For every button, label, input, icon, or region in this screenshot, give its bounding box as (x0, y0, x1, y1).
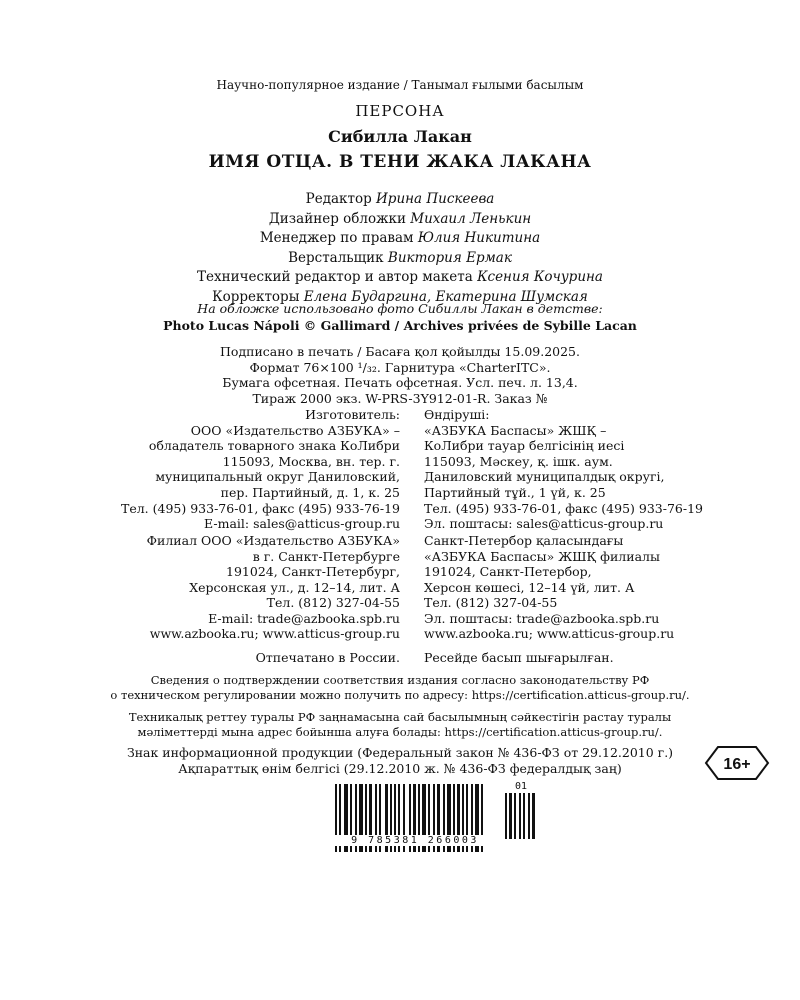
manufacturer-kz-line: «АЗБУКА Баспасы» ЖШҚ – (424, 422, 607, 438)
credit-person: Михаил Ленькин (410, 210, 532, 227)
branch-block (0, 533, 800, 626)
manufacturer-kz (424, 407, 754, 532)
certification-kz (0, 710, 800, 740)
barcode-addon-number: 01 (514, 781, 528, 792)
photo-copyright: Photo Lucas Nápoli © Gallimard / Archives privées de Sybille Lacan (163, 318, 637, 333)
manufacturer-ru-line: пер. Партийный, д. 1, к. 25 (220, 484, 400, 500)
branch-kz-line: Санкт-Петербор қаласындағы (424, 533, 624, 548)
manufacturer-ru-line: Тел. (495) 933-76-01, факс (495) 933-76-19 (121, 500, 400, 516)
age-info (0, 745, 800, 777)
barcode-bar (509, 793, 512, 839)
manufacturer-ru-line: обладатель товарного знака КоЛибри (148, 438, 400, 454)
manufacturer-ru-line: муниципальный округ Даниловский, (155, 469, 400, 485)
manufacturer-kz-line: Өндіруші: (424, 407, 490, 422)
branch-kz-line: 191024, Санкт-Петербор, (424, 564, 592, 580)
credit-person: Виктория Ермак (387, 249, 512, 266)
credit-role: Верстальщик (288, 249, 384, 266)
credit-role: Технический редактор и автор макета (197, 269, 473, 285)
branch-kz-line: Тел. (812) 327-04-55 (424, 595, 558, 611)
branch-ru-line: Филиал ООО «Издательство АЗБУКА» (146, 533, 400, 548)
manufacturer-ru-line: 115093, Москва, вн. тер. г. (222, 453, 400, 469)
isbn-number: 9 785381 266003 (333, 835, 497, 846)
credit-line (0, 190, 800, 210)
branch-kz-line: «АЗБУКА Баспасы» ЖШҚ филиалы (424, 548, 660, 564)
barcode-addon-icon (501, 793, 541, 839)
cover-note: На обложке использовано фото Сибиллы Лакан в детстве: (197, 301, 603, 316)
websites-ru: www.azbooka.ru; www.atticus-group.ru (149, 626, 400, 641)
printed-in-block (0, 650, 800, 666)
credits-list (0, 190, 800, 307)
manufacturer-kz-line: Тел. (495) 933-76-01, факс (495) 933-76-19 (424, 500, 703, 516)
barcode-bar (532, 793, 535, 839)
certification-ru-line: о техническом регулировании можно получить по адресу: https://certification.atticus-group.ru/. (110, 688, 690, 702)
printed-in-ru: Отпечатано в России. (255, 650, 400, 665)
branch-ru-line: Тел. (812) 327-04-55 (266, 595, 400, 611)
branch-kz-email: Эл. поштасы: trade@azbooka.spb.ru (424, 610, 660, 626)
credit-person: Юлия Никитина (417, 230, 541, 246)
certification-ru-line: Сведения о подтверждении соответствия издания согласно законодательству РФ (150, 673, 650, 687)
age-info-ru: Знак информационной продукции (Федеральный закон № 436-ФЗ от 29.12.2010 г.) (126, 745, 674, 760)
print-line: Формат 76×100 ¹/₃₂. Гарнитура «CharterITC». (249, 359, 551, 375)
cover-photo-credit (0, 300, 800, 334)
branch-ru-line: в г. Санкт-Петербурге (252, 548, 400, 564)
manufacturer-kz-line: Даниловский муниципалдық округі, (424, 469, 665, 485)
branch-kz-line: Херсон көшесі, 12–14 үй, лит. А (424, 579, 635, 595)
print-line: Подписано в печать / Басаға қол қойылды 15.09.2025. (220, 344, 580, 359)
series-name: ПЕРСОНА (355, 102, 445, 120)
branch-ru-line: 191024, Санкт-Петербург, (226, 564, 400, 580)
manufacturer-kz-line: КоЛибри тауар белгісінің иесі (424, 438, 625, 454)
print-line: Бумага офсетная. Печать офсетная. Усл. печ. л. 13,4. (222, 375, 578, 390)
manufacturer-kz-email: Эл. поштасы: sales@atticus-group.ru (424, 516, 664, 532)
barcode-bar (514, 793, 516, 839)
manufacturer-block (0, 407, 800, 532)
credit-person: Елена Бударгина, Екатерина Шумская (303, 288, 588, 305)
age-rating-label: 16+ (723, 756, 751, 773)
print-details (0, 344, 800, 406)
age-info-kz: Ақпараттық өнім белгісі (29.12.2010 ж. № 436-ФЗ федералдық заң) (178, 761, 622, 776)
branch-kz (424, 533, 754, 627)
manufacturer-kz-line: Партийный тұй., 1 үй, к. 25 (424, 484, 606, 500)
barcode-bar (523, 793, 525, 839)
manufacturer-ru-line: Изготовитель: (305, 407, 400, 422)
barcode-bar (519, 793, 521, 839)
manufacturer-ru (110, 407, 400, 532)
printed-in-kz: Ресейде басып шығарылған. (424, 650, 614, 665)
manufacturer-ru-line: ООО «Издательство АЗБУКА» – (190, 422, 400, 438)
credit-role: Дизайнер обложки (268, 210, 406, 227)
credit-role: Менеджер по правам (259, 230, 414, 246)
print-line: Тираж 2000 экз. W-PRS-3Y912-01-R. Заказ № (252, 390, 548, 406)
credit-line (0, 249, 800, 269)
credit-person: Ирина Пискеева (376, 191, 495, 207)
certification-kz-line: Техникалық реттеу туралы РФ заңнамасына сай басылымның сәйкестігін растау туралы (128, 710, 672, 724)
credit-person: Ксения Кочурина (477, 269, 603, 285)
credit-role: Редактор (305, 191, 372, 207)
credit-line (0, 229, 800, 249)
branch-ru-email: E-mail: trade@azbooka.spb.ru (208, 610, 400, 626)
book-title: ИМЯ ОТЦА. В ТЕНИ ЖАКА ЛАКАНА (208, 152, 592, 172)
certification-ru (0, 673, 800, 703)
credit-role: Корректоры (212, 288, 300, 305)
age-rating-icon (704, 745, 770, 781)
websites-block (0, 626, 800, 642)
certification-kz-line: мәліметтерді мына адрес бойынша алуға болады: https://certification.atticus-group.ru/. (137, 725, 663, 739)
book-author: Сибилла Лакан (328, 127, 472, 146)
barcode-bar (528, 793, 530, 839)
manufacturer-ru-email: E-mail: sales@atticus-group.ru (204, 516, 400, 532)
barcode-bar (505, 793, 507, 839)
credit-line (0, 268, 800, 288)
branch-ru (110, 533, 400, 627)
manufacturer-kz-line: 115093, Мәскеу, қ. ішк. аум. (424, 453, 613, 469)
credit-line (0, 210, 800, 230)
branch-ru-line: Херсонская ул., д. 12–14, лит. А (189, 579, 400, 595)
websites-kz: www.azbooka.ru; www.atticus-group.ru (424, 626, 675, 641)
edition-type: Научно-популярное издание / Танымал ғылыми басылым (216, 78, 584, 92)
